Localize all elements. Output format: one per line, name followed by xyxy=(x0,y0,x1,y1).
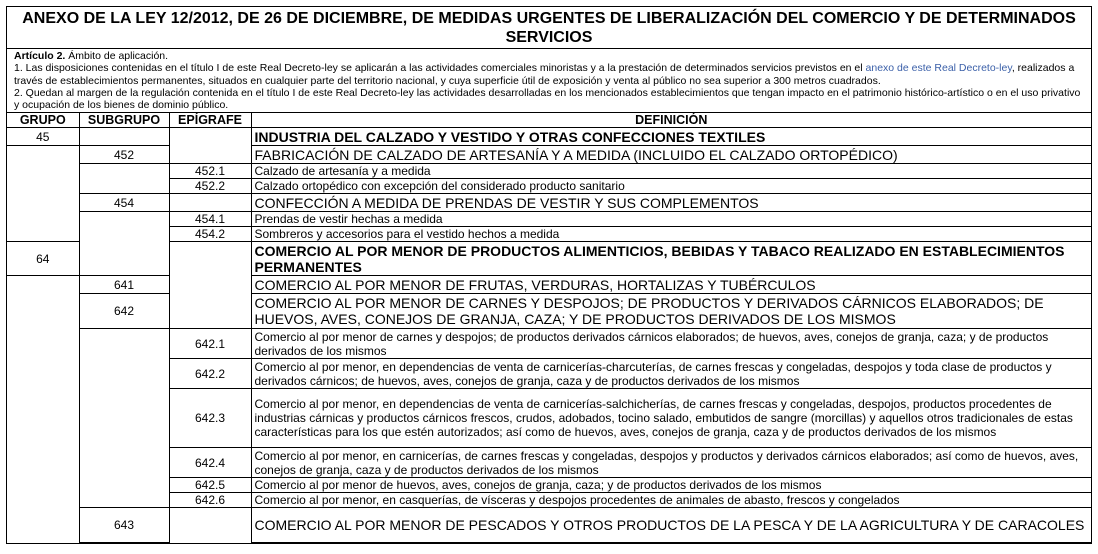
empty-cell xyxy=(79,448,169,478)
empty-cell xyxy=(7,276,79,294)
epigraph-definition: Prendas de vestir hechas a medida xyxy=(251,212,1091,227)
epigraph-code: 452.1 xyxy=(169,164,251,179)
annex-document xyxy=(6,6,1092,544)
table-row xyxy=(7,212,1091,227)
subgroup-code: 641 xyxy=(79,276,169,294)
epigraph-code: 642.6 xyxy=(169,493,251,508)
empty-cell xyxy=(7,212,79,227)
group-definition: COMERCIO AL POR MENOR DE PRODUCTOS ALIMENTICIOS, BEBIDAS Y TABACO REALIZADO EN ESTABLECIMIENTOS PERMANENTES xyxy=(251,242,1091,276)
subgroup-definition: COMERCIO AL POR MENOR DE CARNES Y DESPOJOS; DE PRODUCTOS Y DERIVADOS CÁRNICOS ELABORADOS; DE HUEVOS, AVES, CONEJOS DE GRANJA, CAZA; Y DE PRODUCTOS DERIVADOS DE LOS MISMOS xyxy=(251,294,1091,329)
empty-cell xyxy=(169,194,251,212)
group-definition: INDUSTRIA DEL CALZADO Y VESTIDO Y OTRAS CONFECCIONES TEXTILES xyxy=(251,128,1091,146)
article-heading xyxy=(14,50,1085,62)
epigraph-definition: Calzado de artesanía y a medida xyxy=(251,164,1091,179)
subgroup-code: 452 xyxy=(79,146,169,164)
activities-table xyxy=(7,113,1091,543)
paragraph-1-end: , realizados a través de establecimientos permanentes, situados en cualquier parte del territorio nacional, y cuya superficie útil de exposición y venta al público no sea superior a 300 metros cuadrados. xyxy=(14,62,1075,87)
table-row xyxy=(7,329,1091,359)
subgroup-code: 454 xyxy=(79,194,169,212)
paragraph-1-start: 1. Las disposiciones contenidas en el título I de este Real Decreto-ley se aplicarán a las actividades comerciales minoristas y a la prestación de determinados servicios previstos en el xyxy=(14,62,866,75)
table-row xyxy=(7,179,1091,194)
empty-cell xyxy=(79,359,169,389)
empty-cell xyxy=(7,146,79,164)
empty-cell xyxy=(169,128,251,146)
table-row xyxy=(7,194,1091,212)
column-header-subgrupo: SUBGRUPO xyxy=(79,113,169,128)
empty-cell xyxy=(169,294,251,329)
epigraph-definition: Calzado ortopédico con excepción del considerado producto sanitario xyxy=(251,179,1091,194)
empty-cell xyxy=(7,194,79,212)
epigraph-definition: Comercio al por menor, en carnicerías, de carnes frescas y congeladas, despojos y productos y derivados cárnicos elaborados; así como de huevos, aves, conejos de granja, caza y de productos derivados de los mismos xyxy=(251,448,1091,478)
table-row xyxy=(7,448,1091,478)
empty-cell xyxy=(7,508,79,543)
table-row xyxy=(7,389,1091,448)
empty-cell xyxy=(79,212,169,227)
table-row xyxy=(7,493,1091,508)
empty-cell xyxy=(79,179,169,194)
epigraph-definition: Comercio al por menor de carnes y despojos; de productos derivados cárnicos elaborados; de huevos, aves, conejos de granja, caza; y de productos derivados de los mismos xyxy=(251,329,1091,359)
article-paragraph-1 xyxy=(14,62,1085,87)
subgroup-definition: CONFECCIÓN A MEDIDA DE PRENDAS DE VESTIR Y SUS COMPLEMENTOS xyxy=(251,194,1091,212)
subgroup-code: 643 xyxy=(79,508,169,543)
empty-cell xyxy=(7,493,79,508)
empty-cell xyxy=(79,227,169,242)
table-row xyxy=(7,276,1091,294)
group-code: 45 xyxy=(7,128,79,146)
table-row xyxy=(7,359,1091,389)
empty-cell xyxy=(169,276,251,294)
empty-cell xyxy=(7,227,79,242)
empty-cell xyxy=(79,329,169,359)
empty-cell xyxy=(7,329,79,359)
table-header-row xyxy=(7,113,1091,128)
epigraph-code: 642.2 xyxy=(169,359,251,389)
empty-cell xyxy=(7,448,79,478)
epigraph-code: 642.4 xyxy=(169,448,251,478)
table-row xyxy=(7,227,1091,242)
empty-cell xyxy=(79,164,169,179)
empty-cell xyxy=(7,294,79,329)
subgroup-definition: COMERCIO AL POR MENOR DE FRUTAS, VERDURAS, HORTALIZAS Y TUBÉRCULOS xyxy=(251,276,1091,294)
article-paragraph-2: 2. Quedan al margen de la regulación contenida en el título I de este Real Decreto-ley las actividades desarrolladas en los mencionados establecimientos que tengan impacto en el patrimonio histórico-artístico o en el uso privativo y ocupación de los bienes de dominio público. xyxy=(14,86,1081,112)
subgroup-code: 642 xyxy=(79,294,169,329)
table-row xyxy=(7,146,1091,164)
empty-cell xyxy=(169,508,251,543)
empty-cell xyxy=(79,242,169,276)
epigraph-code: 452.2 xyxy=(169,179,251,194)
column-header-grupo: GRUPO xyxy=(7,113,79,128)
document-title: ANEXO DE LA LEY 12/2012, DE 26 DE DICIEMBRE, DE MEDIDAS URGENTES DE LIBERALIZACIÓN DEL COMERCIO Y DE DETERMINADOS SERVICIOS xyxy=(7,7,1091,49)
epigraph-definition: Comercio al por menor, en dependencias de venta de carnicerías-salchicherías, de carnes frescas y congeladas, despojos, productos procedentes de industrias cárnicas y productos cárnicos frescos, crudos, adobados, tocino salado, embutidos de sangre (morcillas) y aquellos otros tradicionales de estas características para los que estén autorizados; así como de huevos, aves, conejos de granja, caza y de productos derivados de los mismos xyxy=(251,389,1091,448)
epigraph-definition: Sombreros y accesorios para el vestido hechos a medida xyxy=(251,227,1091,242)
empty-cell xyxy=(79,478,169,493)
empty-cell xyxy=(7,478,79,493)
epigraph-code: 642.5 xyxy=(169,478,251,493)
annex-link[interactable]: anexo de este Real Decreto-ley xyxy=(865,62,1012,75)
empty-cell xyxy=(79,493,169,508)
table-row xyxy=(7,164,1091,179)
group-code: 64 xyxy=(7,242,79,276)
epigraph-code: 642.1 xyxy=(169,329,251,359)
empty-cell xyxy=(7,359,79,389)
table-row xyxy=(7,508,1091,543)
epigraph-definition: Comercio al por menor de huevos, aves, conejos de granja, caza; y de productos derivados de los mismos xyxy=(251,478,1091,493)
epigraph-definition: Comercio al por menor, en dependencias de venta de carnicerías-charcuterías, de carnes frescas y congeladas, despojos y toda clase de productos y derivados cárnicos; de huevos, aves, conejos de granja, caza y de productos derivados de los mismos xyxy=(251,359,1091,389)
column-header-epigrafe: EPÍGRAFE xyxy=(169,113,251,128)
empty-cell xyxy=(79,389,169,448)
epigraph-code: 642.3 xyxy=(169,389,251,448)
epigraph-code: 454.2 xyxy=(169,227,251,242)
empty-cell xyxy=(7,164,79,179)
article-subject: Ámbito de aplicación. xyxy=(65,50,169,62)
empty-cell xyxy=(169,146,251,164)
epigraph-code: 454.1 xyxy=(169,212,251,227)
table-row xyxy=(7,294,1091,329)
article-number: Artículo 2. xyxy=(14,50,66,62)
column-header-definicion: DEFINICIÓN xyxy=(251,113,1091,128)
table-row xyxy=(7,242,1091,276)
table-row xyxy=(7,478,1091,493)
subgroup-definition: FABRICACIÓN DE CALZADO DE ARTESANÍA Y A MEDIDA (INCLUIDO EL CALZADO ORTOPÉDICO) xyxy=(251,146,1091,164)
epigraph-definition: Comercio al por menor, en casquerías, de vísceras y despojos procedentes de animales de abasto, frescos y congelados xyxy=(251,493,1091,508)
empty-cell xyxy=(169,242,251,276)
empty-cell xyxy=(7,179,79,194)
subgroup-definition: COMERCIO AL POR MENOR DE PESCADOS Y OTROS PRODUCTOS DE LA PESCA Y DE LA AGRICULTURA Y DE CARACOLES xyxy=(251,508,1091,543)
article-2-text xyxy=(7,49,1091,113)
empty-cell xyxy=(79,128,169,146)
table-row xyxy=(7,128,1091,146)
empty-cell xyxy=(7,389,79,448)
